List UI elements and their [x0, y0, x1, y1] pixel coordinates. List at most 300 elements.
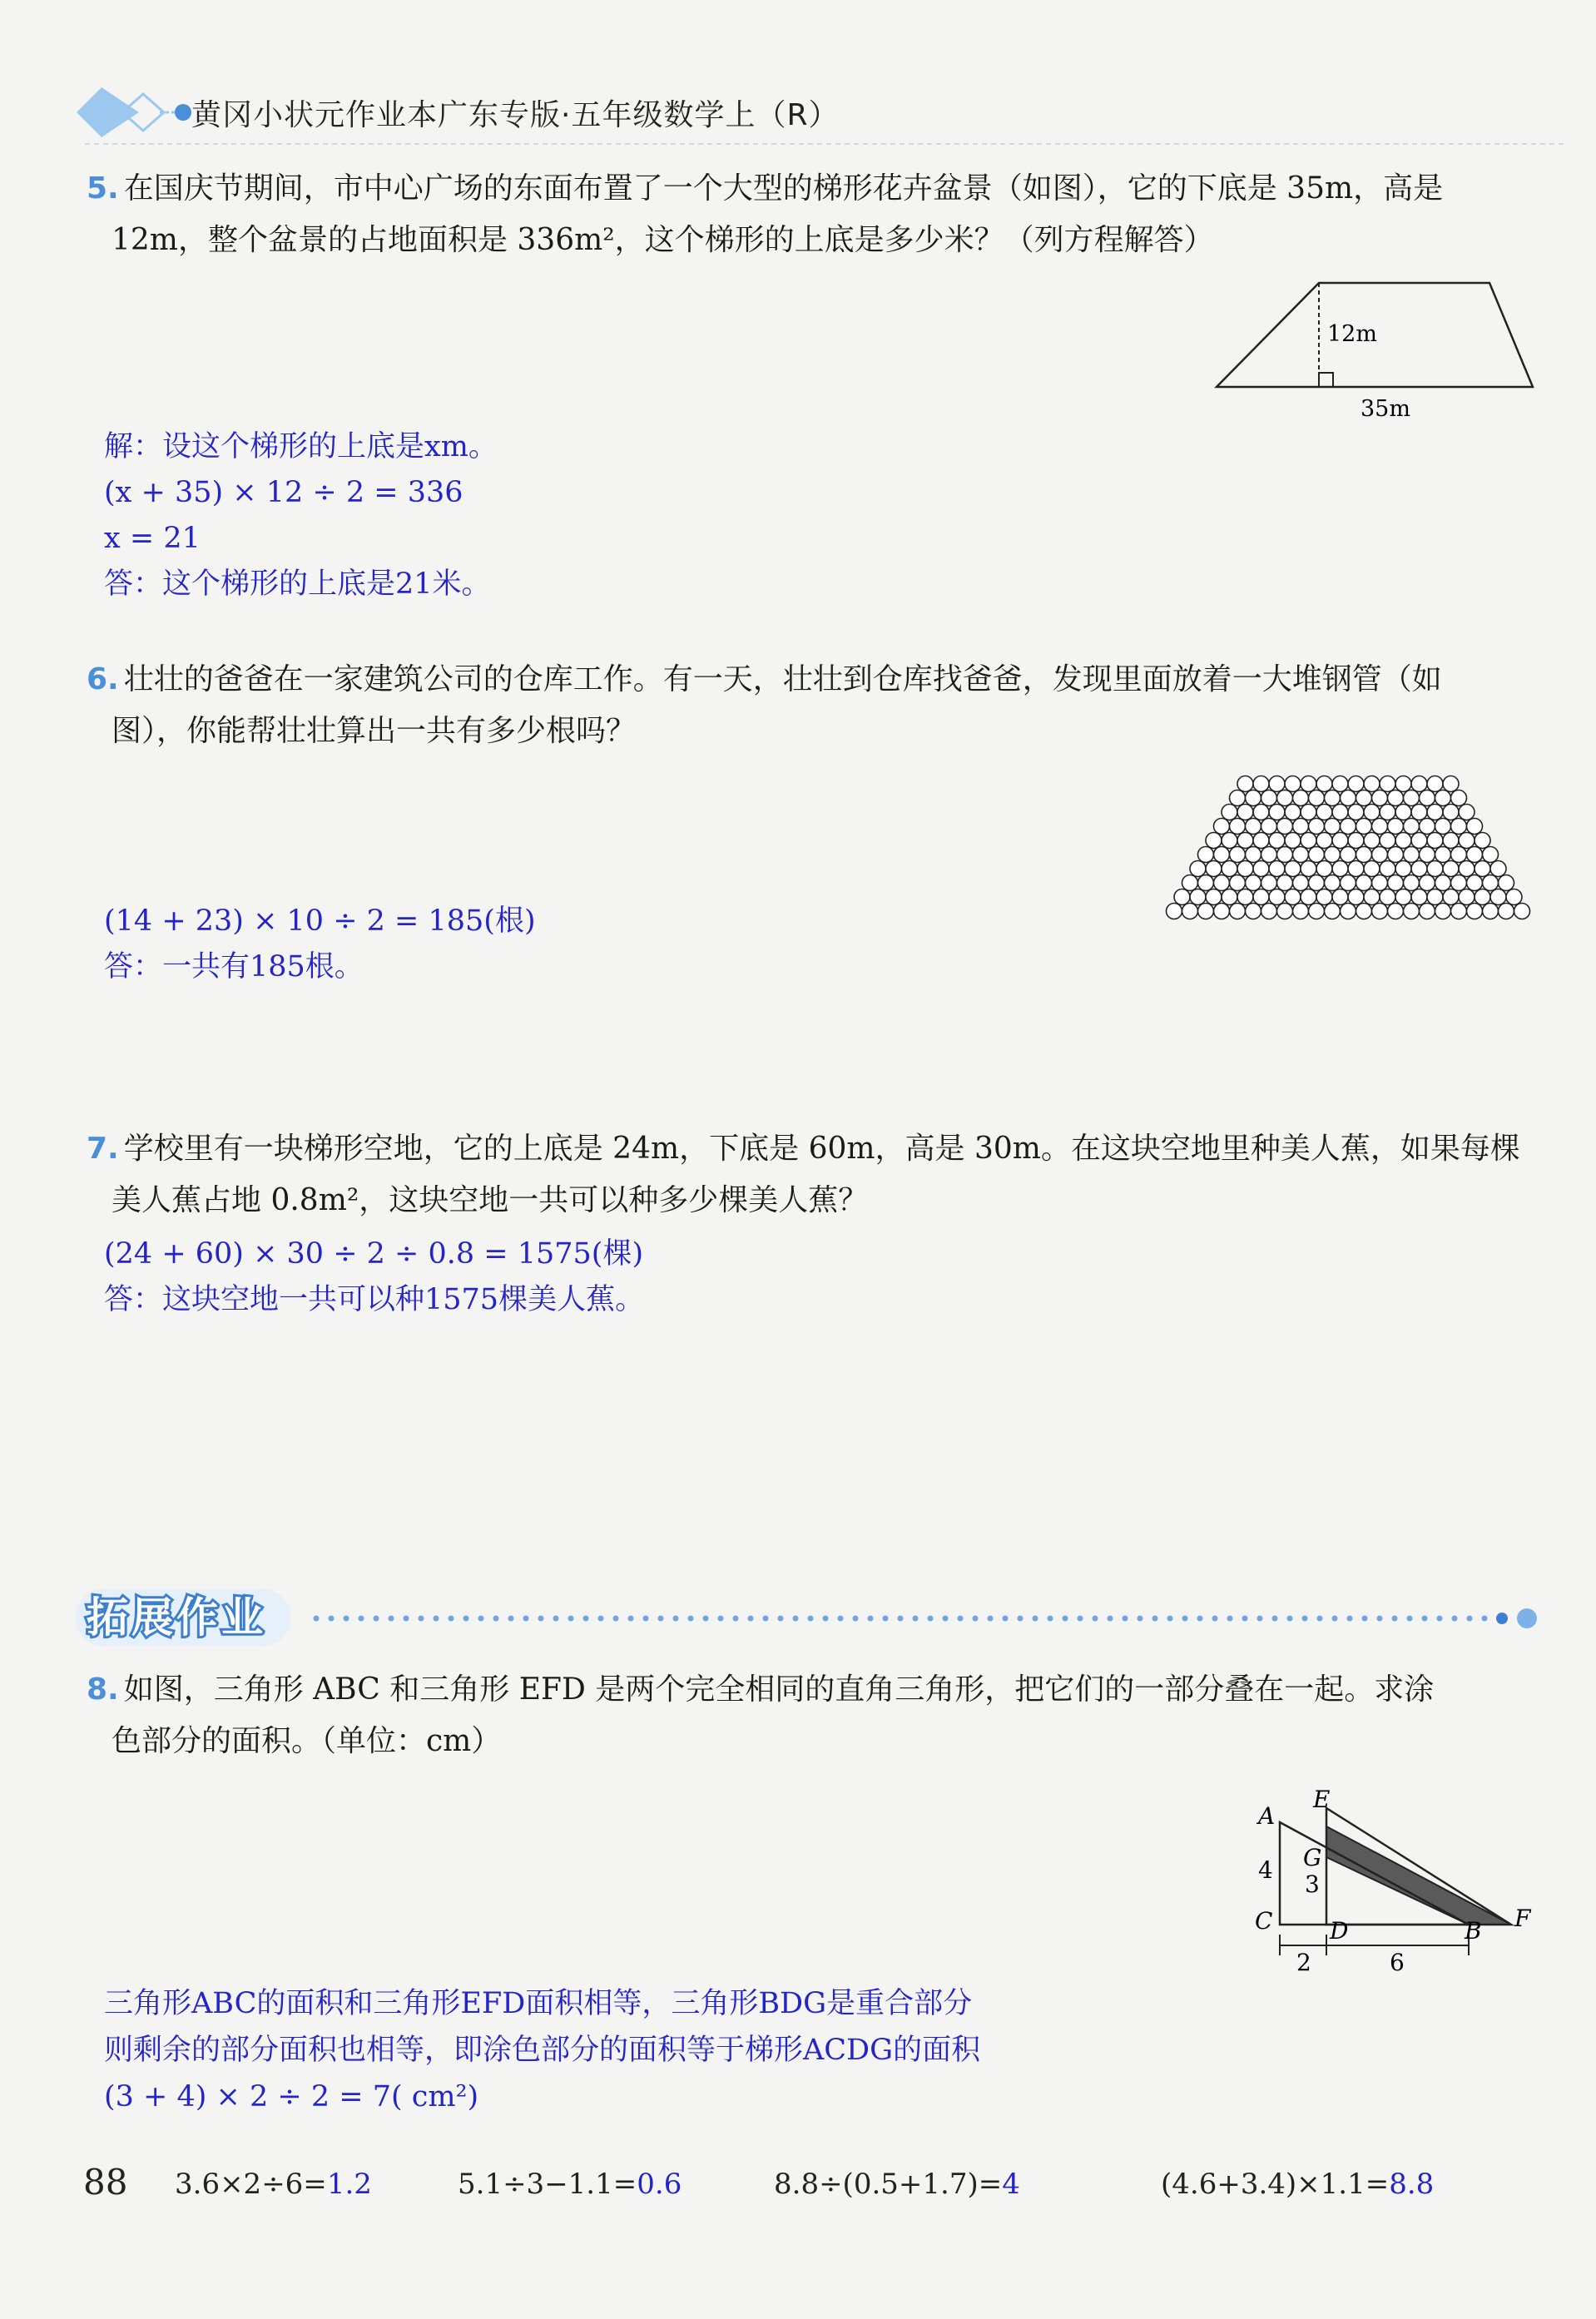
label-2: 2 — [1296, 1949, 1311, 1976]
pipe — [1427, 776, 1443, 792]
label-a: A — [1258, 1802, 1276, 1830]
section-dot — [958, 1616, 964, 1622]
pipe — [1435, 847, 1451, 863]
pipe — [1261, 875, 1277, 891]
pipe — [1237, 776, 1253, 792]
pipe — [1325, 875, 1341, 891]
pipe — [1293, 790, 1309, 806]
pipe — [1483, 847, 1499, 863]
question-number: 6. — [87, 662, 119, 696]
pipe — [1301, 805, 1316, 820]
pipe — [1356, 904, 1372, 919]
pipe — [1174, 889, 1190, 905]
pipe — [1475, 833, 1490, 849]
section-dot — [1302, 1616, 1308, 1622]
footer-result: 8.8 — [1389, 2168, 1435, 2201]
pipe — [1459, 833, 1475, 849]
pipe — [1316, 889, 1332, 905]
answer-line: 答：这个梯形的上底是21米。 — [104, 567, 491, 601]
pipe — [1348, 861, 1364, 877]
section-dot — [1392, 1616, 1398, 1622]
section-dot — [1197, 1616, 1203, 1622]
page-number: 88 — [83, 2162, 128, 2203]
pipe-stack-figure — [1165, 774, 1531, 940]
section-dot — [478, 1616, 484, 1622]
answer-line: (3 + 4) × 2 ÷ 2 = 7( cm²) — [104, 2080, 479, 2113]
pipe — [1246, 847, 1261, 863]
pipe — [1246, 819, 1261, 835]
section-dot — [1437, 1616, 1443, 1622]
pipe — [1372, 790, 1388, 806]
pipe — [1348, 776, 1364, 792]
pipe — [1285, 776, 1301, 792]
section-header — [75, 1585, 1539, 1655]
section-dot — [449, 1616, 454, 1622]
pipe — [1435, 875, 1451, 891]
pipe — [1356, 819, 1372, 835]
pipe — [1261, 819, 1277, 835]
pipe — [1277, 904, 1293, 919]
pipe — [1277, 875, 1293, 891]
pipe — [1404, 904, 1420, 919]
pipe — [1253, 889, 1269, 905]
section-dot — [463, 1616, 469, 1622]
pipe — [1341, 819, 1356, 835]
pipe — [1332, 889, 1348, 905]
pipe — [1483, 875, 1499, 891]
answer-line: (x + 35) × 12 ÷ 2 = 336 — [104, 476, 463, 509]
pipe — [1388, 904, 1404, 919]
pipe — [1451, 819, 1467, 835]
section-dot — [329, 1616, 335, 1622]
pipe — [1293, 904, 1309, 919]
answer-line: 答：这块空地一共可以种1575棵美人蕉。 — [104, 1283, 645, 1316]
pipe — [1404, 875, 1420, 891]
section-dot — [988, 1616, 994, 1622]
pipe — [1269, 861, 1285, 877]
pipe — [1309, 819, 1325, 835]
pipe — [1309, 875, 1325, 891]
section-dot — [1078, 1616, 1083, 1622]
section-dot — [1182, 1616, 1188, 1622]
footer-expr: 8.8÷(0.5+1.7)= — [774, 2168, 1003, 2201]
section-dot — [673, 1616, 679, 1622]
pipe — [1301, 776, 1316, 792]
section-dot — [1227, 1616, 1233, 1622]
section-dot — [1212, 1616, 1218, 1622]
section-dot — [778, 1616, 784, 1622]
section-dot — [1332, 1616, 1338, 1622]
label-d: D — [1330, 1917, 1349, 1945]
pipe — [1372, 847, 1388, 863]
pipe — [1253, 805, 1269, 820]
pipe — [1309, 790, 1325, 806]
section-dot — [389, 1616, 394, 1622]
height-label: 12m — [1327, 321, 1377, 347]
pipe — [1316, 805, 1332, 820]
section-dot — [314, 1616, 320, 1622]
pipe — [1309, 847, 1325, 863]
pipe — [1388, 875, 1404, 891]
pipe — [1443, 833, 1459, 849]
question-text: 色部分的面积。（单位：cm） — [112, 1724, 502, 1758]
pipe — [1459, 805, 1475, 820]
answer-5 — [104, 424, 498, 607]
section-dot — [1138, 1616, 1143, 1622]
section-dot — [1317, 1616, 1323, 1622]
pipe — [1451, 875, 1467, 891]
pipe — [1372, 819, 1388, 835]
answer-line: 三角形ABC的面积和三角形EFD面积相等，三角形BDG是重合部分 — [104, 1987, 973, 2020]
question-number: 8. — [87, 1672, 119, 1707]
section-dot — [598, 1616, 604, 1622]
pipe — [1222, 861, 1237, 877]
pipe — [1435, 790, 1451, 806]
label-4: 4 — [1258, 1856, 1273, 1884]
section-dot — [1123, 1616, 1128, 1622]
section-dot — [1033, 1616, 1038, 1622]
pipe — [1356, 847, 1372, 863]
pipe — [1380, 861, 1395, 877]
pipe — [1411, 833, 1427, 849]
answer-6 — [104, 899, 536, 990]
pipe — [1277, 819, 1293, 835]
section-dot — [763, 1616, 769, 1622]
pipe — [1451, 847, 1467, 863]
question-number: 5. — [87, 171, 119, 206]
pipe — [1198, 904, 1214, 919]
section-dot — [1377, 1616, 1383, 1622]
pipe — [1499, 904, 1514, 919]
footer-result: 1.2 — [326, 2168, 372, 2201]
pipe — [1206, 889, 1222, 905]
section-dot — [1467, 1616, 1473, 1622]
pipe — [1214, 875, 1230, 891]
pipe — [1230, 847, 1246, 863]
header-title: 黄冈小状元作业本广东专版·五年级数学上（R） — [191, 98, 840, 132]
question-text: 12m，整个盆景的占地面积是 336m²，这个梯形的上底是多少米？（列方程解答） — [112, 223, 1214, 257]
section-dot — [1108, 1616, 1113, 1622]
section-dot — [1287, 1616, 1293, 1622]
pipe — [1411, 889, 1427, 905]
pipe — [1364, 861, 1380, 877]
pipe — [1388, 790, 1404, 806]
pipe — [1253, 833, 1269, 849]
pipe — [1230, 904, 1246, 919]
question-text: 美人蕉占地 0.8m²，这块空地一共可以种多少棵美人蕉？ — [112, 1183, 869, 1217]
section-dot — [1347, 1616, 1353, 1622]
pipe — [1341, 847, 1356, 863]
pipe — [1364, 805, 1380, 820]
footer-expr: (4.6+3.4)×1.1= — [1161, 2168, 1390, 2201]
label-g: G — [1303, 1844, 1322, 1871]
pipe — [1206, 833, 1222, 849]
pipe — [1285, 889, 1301, 905]
pipe — [1293, 847, 1309, 863]
pipe — [1467, 819, 1483, 835]
answer-8 — [104, 1980, 980, 2120]
pipe — [1395, 805, 1411, 820]
pipe — [1253, 776, 1269, 792]
pipe — [1222, 833, 1237, 849]
pipe — [1443, 776, 1459, 792]
label-3: 3 — [1305, 1871, 1320, 1898]
section-dot — [688, 1616, 694, 1622]
question-8 — [87, 1664, 1543, 1767]
pipe — [1230, 875, 1246, 891]
pipe — [1372, 904, 1388, 919]
pipe — [1285, 861, 1301, 877]
triangles-figure — [1240, 1789, 1539, 1980]
section-dot — [838, 1616, 844, 1622]
footer-expr: 3.6×2÷6= — [175, 2168, 327, 2201]
pipe — [1356, 790, 1372, 806]
pipe — [1285, 833, 1301, 849]
section-dot — [1018, 1616, 1024, 1622]
answer-line: 则剩余的部分面积也相等，即涂色部分的面积等于梯形ACDG的面积 — [104, 2034, 981, 2067]
section-dot — [508, 1616, 514, 1622]
question-7 — [87, 1123, 1543, 1226]
pipe — [1411, 805, 1427, 820]
pipe — [1490, 861, 1506, 877]
pipe — [1443, 889, 1459, 905]
section-dot — [883, 1616, 889, 1622]
section-dot — [658, 1616, 664, 1622]
section-dot — [808, 1616, 814, 1622]
pipe — [1214, 847, 1230, 863]
answer-line: (24 + 60) × 30 ÷ 2 ÷ 0.8 = 1575(棵) — [104, 1237, 644, 1271]
pipe — [1332, 861, 1348, 877]
pipe — [1404, 847, 1420, 863]
section-header-decoration — [75, 1585, 1539, 1652]
section-dot — [1093, 1616, 1098, 1622]
pipe — [1420, 904, 1435, 919]
section-dot — [928, 1616, 934, 1622]
pipe — [1332, 833, 1348, 849]
section-dot — [1482, 1616, 1488, 1622]
pipe — [1427, 833, 1443, 849]
section-dot — [1063, 1616, 1068, 1622]
pipe — [1404, 819, 1420, 835]
section-dot — [1048, 1616, 1053, 1622]
pipe — [1237, 889, 1253, 905]
question-text: 在国庆节期间，市中心广场的东面布置了一个大型的梯形花卉盆景（如图），它的下底是 35m，高是 — [123, 171, 1444, 206]
pipe — [1237, 861, 1253, 877]
section-dot — [718, 1616, 724, 1622]
pipe — [1499, 875, 1514, 891]
pipe — [1404, 790, 1420, 806]
pipe — [1285, 805, 1301, 820]
pipe — [1395, 861, 1411, 877]
base-label: 35m — [1361, 396, 1410, 422]
pipe — [1261, 847, 1277, 863]
label-f: F — [1514, 1905, 1531, 1932]
pipe — [1325, 790, 1341, 806]
pipe — [1182, 904, 1198, 919]
label-6: 6 — [1390, 1949, 1405, 1976]
question-number: 7. — [87, 1132, 119, 1166]
section-dot — [1272, 1616, 1278, 1622]
question-text: 壮壮的爸爸在一家建筑公司的仓库工作。有一天，壮壮到仓库找爸爸，发现里面放着一大堆钢管（如 — [123, 662, 1442, 696]
section-dot — [1242, 1616, 1248, 1622]
section-dot — [344, 1616, 349, 1622]
label-b: B — [1465, 1917, 1482, 1945]
section-dot — [973, 1616, 979, 1622]
section-dot — [898, 1616, 904, 1622]
pipe — [1222, 889, 1237, 905]
pipe — [1246, 790, 1261, 806]
pipe — [1420, 875, 1435, 891]
pipe — [1395, 889, 1411, 905]
pipe — [1206, 861, 1222, 877]
pipe — [1237, 805, 1253, 820]
section-dot — [1422, 1616, 1428, 1622]
section-dot — [538, 1616, 544, 1622]
pipe — [1467, 847, 1483, 863]
pipe — [1380, 776, 1395, 792]
section-dot — [1362, 1616, 1368, 1622]
pipe — [1427, 889, 1443, 905]
footer-item — [458, 2168, 682, 2201]
pipe — [1316, 776, 1332, 792]
pipe — [1411, 861, 1427, 877]
section-dot — [404, 1616, 409, 1622]
pipe — [1325, 819, 1341, 835]
pipe — [1490, 889, 1506, 905]
pipe — [1277, 847, 1293, 863]
pipe — [1459, 889, 1475, 905]
pipe — [1301, 833, 1316, 849]
pipe — [1380, 805, 1395, 820]
pipe — [1348, 833, 1364, 849]
answer-line: (14 + 23) × 10 ÷ 2 = 185(根) — [104, 904, 536, 938]
answer-line: 解：设这个梯形的上底是xm。 — [104, 430, 498, 463]
pipe — [1364, 889, 1380, 905]
pipe — [1230, 819, 1246, 835]
answer-line: x = 21 — [104, 522, 201, 555]
question-text: 学校里有一块梯形空地，它的上底是 24m，下底是 60m，高是 30m。在这块空地里种美人蕉，如果每棵 — [123, 1132, 1520, 1166]
section-dot — [703, 1616, 709, 1622]
trapezoid-figure — [1207, 275, 1539, 424]
section-dot — [913, 1616, 919, 1622]
pipe — [1246, 904, 1261, 919]
section-dot — [374, 1616, 379, 1622]
pipe — [1443, 805, 1459, 820]
section-dot — [523, 1616, 529, 1622]
question-6 — [87, 654, 1543, 757]
pipe — [1427, 861, 1443, 877]
pipe — [1467, 875, 1483, 891]
footer-item — [175, 2168, 372, 2201]
pipe — [1269, 833, 1285, 849]
pipe — [1420, 790, 1435, 806]
pipe — [1246, 875, 1261, 891]
footer-expr: 5.1÷3−1.1= — [458, 2168, 637, 2201]
section-dot — [793, 1616, 799, 1622]
pipe — [1514, 904, 1530, 919]
section-title: 拓展作业 — [87, 1593, 266, 1642]
pipe — [1388, 819, 1404, 835]
pipe — [1341, 875, 1356, 891]
pipe — [1230, 790, 1246, 806]
pipe — [1269, 805, 1285, 820]
pipe — [1214, 904, 1230, 919]
section-dot — [1496, 1613, 1508, 1624]
answer-7 — [104, 1231, 644, 1323]
label-e: E — [1313, 1789, 1331, 1813]
section-dot — [733, 1616, 739, 1622]
pipe — [1332, 805, 1348, 820]
question-5 — [87, 163, 1543, 266]
section-dot — [568, 1616, 574, 1622]
pipe — [1332, 776, 1348, 792]
pipe — [1395, 833, 1411, 849]
section-dot — [1407, 1616, 1413, 1622]
pipe — [1420, 847, 1435, 863]
pipe — [1411, 776, 1427, 792]
pipe — [1198, 875, 1214, 891]
section-dot — [1003, 1616, 1009, 1622]
section-dot — [553, 1616, 559, 1622]
pipe — [1293, 819, 1309, 835]
section-dot — [748, 1616, 754, 1622]
pipe — [1277, 790, 1293, 806]
pipe — [1261, 904, 1277, 919]
section-dot — [943, 1616, 949, 1622]
pipe — [1214, 819, 1230, 835]
pipe — [1372, 875, 1388, 891]
pipe — [1301, 861, 1316, 877]
footer-item — [1161, 2168, 1434, 2201]
section-dot — [359, 1616, 364, 1622]
pipe — [1427, 805, 1443, 820]
pipe — [1435, 819, 1451, 835]
pipe — [1167, 904, 1182, 919]
pipe — [1395, 776, 1411, 792]
pipe — [1341, 790, 1356, 806]
pipe — [1190, 861, 1206, 877]
pipe — [1269, 889, 1285, 905]
pipe — [1388, 847, 1404, 863]
pipe — [1364, 833, 1380, 849]
pipe — [1222, 805, 1237, 820]
section-dot — [1517, 1608, 1537, 1628]
pipe — [1380, 889, 1395, 905]
pipe — [1309, 904, 1325, 919]
pipe — [1261, 790, 1277, 806]
label-c: C — [1255, 1907, 1273, 1935]
pipe — [1325, 847, 1341, 863]
section-dot — [868, 1616, 874, 1622]
pipe — [1301, 889, 1316, 905]
pipe — [1475, 861, 1490, 877]
pipe — [1316, 861, 1332, 877]
pipe — [1253, 861, 1269, 877]
pipe — [1182, 875, 1198, 891]
pipe — [1443, 861, 1459, 877]
section-dot — [643, 1616, 649, 1622]
pipe — [1451, 904, 1467, 919]
pipe — [1269, 776, 1285, 792]
question-text: 图），你能帮壮壮算出一共有多少根吗？ — [112, 714, 637, 748]
footer-item — [774, 2168, 1020, 2201]
question-text: 如图，三角形 ABC 和三角形 EFD 是两个完全相同的直角三角形，把它们的一部分叠在一起。求涂 — [123, 1672, 1435, 1707]
section-dot — [853, 1616, 859, 1622]
pipe — [1475, 889, 1490, 905]
pipe — [1451, 790, 1467, 806]
pipe — [1356, 875, 1372, 891]
section-dot — [628, 1616, 634, 1622]
